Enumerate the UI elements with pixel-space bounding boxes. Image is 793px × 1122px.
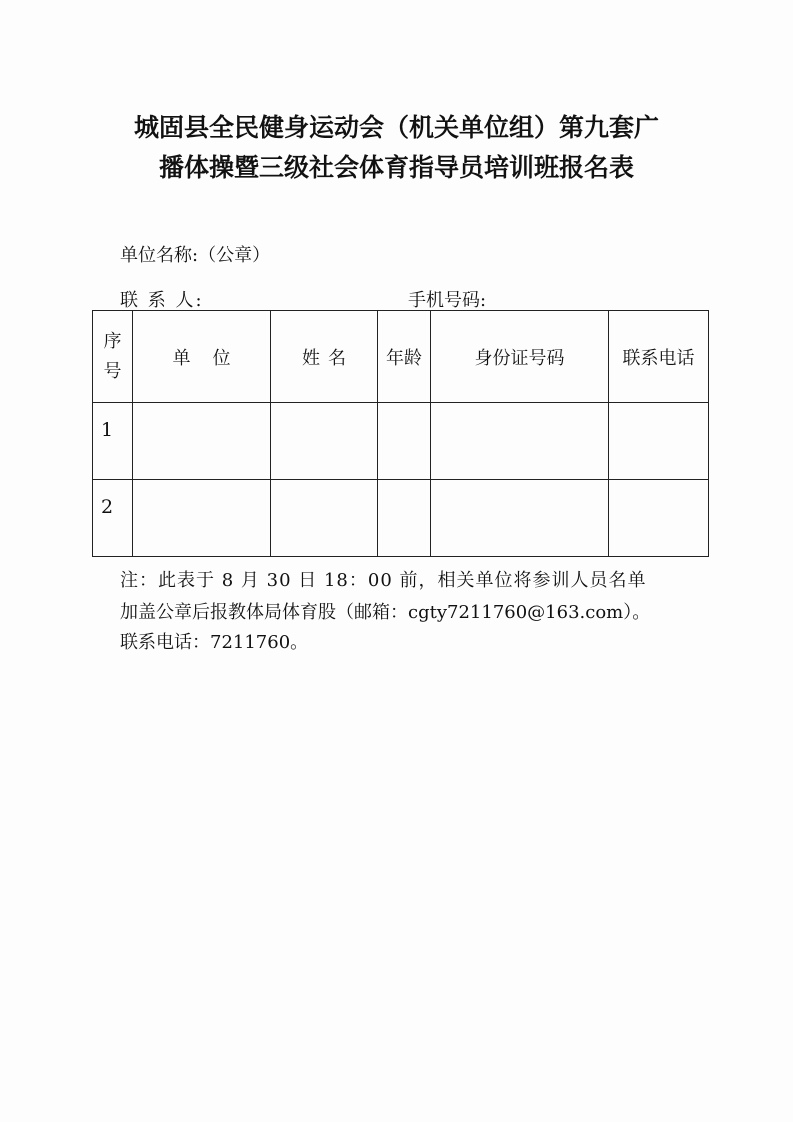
mobile-number-label: 手机号码: [408,290,487,311]
table-row [93,480,709,557]
title-line-1: 城固县全民健身运动会（机关单位组）第九套广 [133,113,659,142]
header-seq [93,311,133,403]
row-unit-cell[interactable] [133,480,271,557]
table-header-row [93,311,709,403]
header-seq-bottom: 号 [103,360,122,382]
row-phone-cell[interactable] [609,480,709,557]
note-line-3: 联系电话：7211760。 [120,632,309,653]
row-age-cell[interactable] [378,480,431,557]
note-line-1: 注：此表于 8 月 30 日 18：00 前，相关单位将参训人员名单 [120,570,647,591]
table-row [93,403,709,480]
header-id-number: 身份证号码 [431,311,609,403]
row-unit-cell[interactable] [133,403,271,480]
note-line-2: 加盖公章后报教体局体育股（邮箱：cgty7211760@163.com）。 [120,602,651,623]
row-name-cell[interactable] [271,480,378,557]
row-seq: 1 [93,403,133,480]
row-phone-cell[interactable] [609,403,709,480]
header-age: 年龄 [378,311,431,403]
header-phone: 联系电话 [609,311,709,403]
unit-name-label: 单位名称:（公章） [120,245,271,266]
registration-table [92,310,709,557]
row-seq: 2 [93,480,133,557]
header-name: 姓名 [271,311,378,403]
row-id-number-cell[interactable] [431,403,609,480]
header-unit: 单位 [133,311,271,403]
header-seq-top: 序 [103,330,122,352]
row-name-cell[interactable] [271,403,378,480]
row-age-cell[interactable] [378,403,431,480]
title-line-2: 播体操暨三级社会体育指导员培训班报名表 [158,153,634,182]
row-id-number-cell[interactable] [431,480,609,557]
contact-person-label: 联 系 人: [120,290,204,311]
